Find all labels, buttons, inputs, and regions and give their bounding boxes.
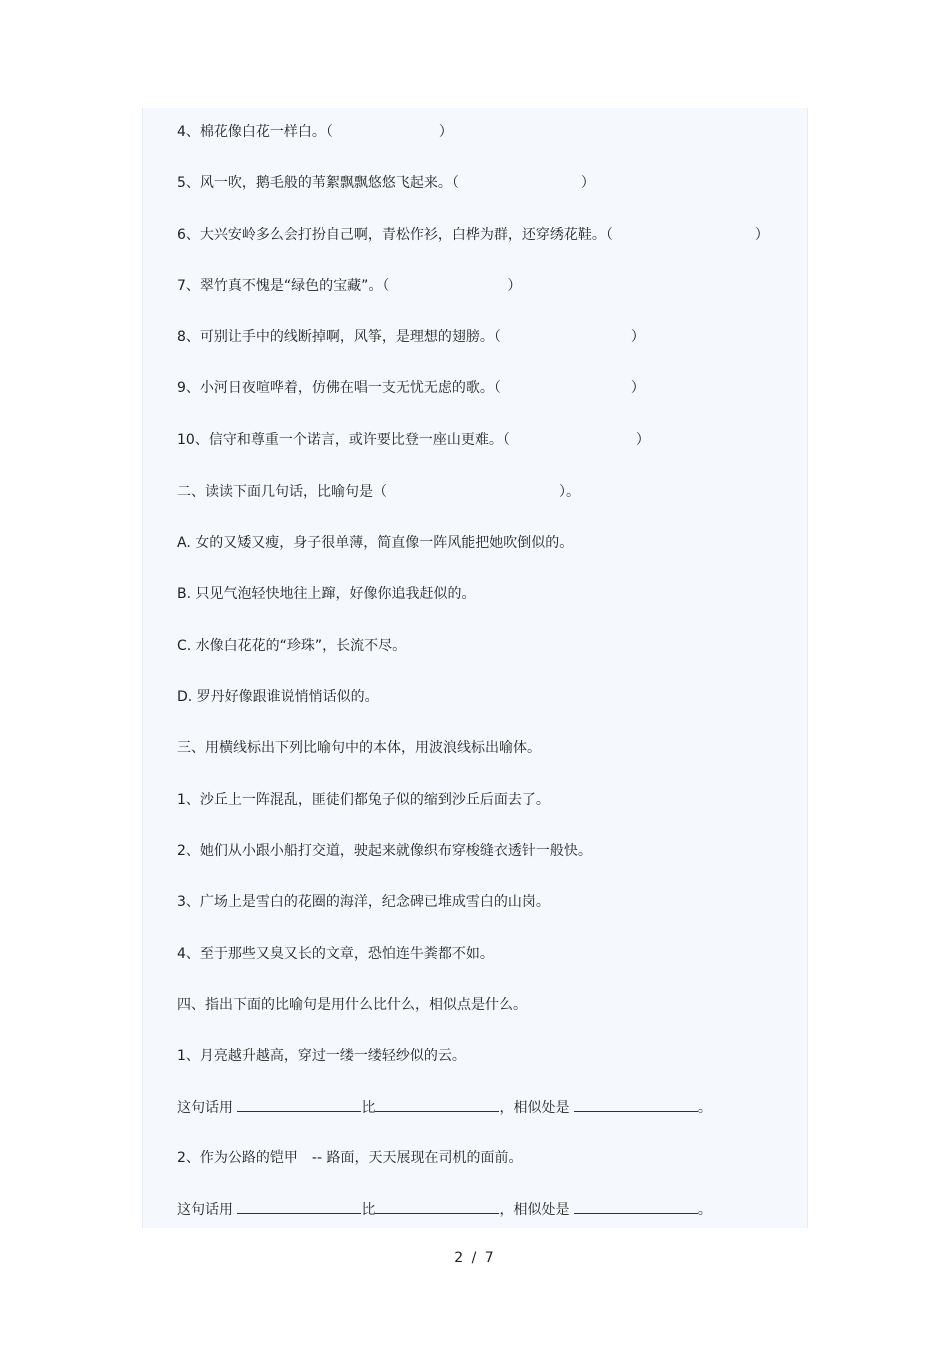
answer-prefix: 这句话用 bbox=[177, 1202, 233, 1218]
answer-end: 。 bbox=[697, 1202, 712, 1218]
q2-option-a: A. 女的又矮又瘦，身子很单薄，简直像一阵风能把她吹倒似的。 bbox=[177, 535, 574, 551]
q2-option-d: D. 罗丹好像跟谁说悄悄话似的。 bbox=[177, 689, 379, 705]
q1-item-4 bbox=[177, 122, 453, 142]
answer-similar: ，相似处是 bbox=[499, 1100, 570, 1116]
q4-answer-line-2 bbox=[177, 1199, 712, 1220]
q1-item-10 bbox=[177, 430, 650, 450]
q1-item-9 bbox=[177, 378, 645, 398]
q4-sentence-1: 1、月亮越升越高，穿过一缕一缕轻纱似的云。 bbox=[177, 1048, 466, 1064]
q1-item-close: ） bbox=[438, 124, 453, 140]
q2-option-b: B. 只见气泡轻快地往上蹿，好像你追我赶似的。 bbox=[177, 586, 476, 602]
q4-answer-line-1 bbox=[177, 1097, 712, 1118]
q1-item-6 bbox=[177, 225, 769, 245]
q1-item-8 bbox=[177, 327, 645, 347]
answer-blank-similarity[interactable] bbox=[574, 1199, 698, 1214]
q3-item-1: 1、沙丘上一阵混乱，匪徒们都兔子似的缩到沙丘后面去了。 bbox=[177, 792, 550, 808]
q1-item-close: ） bbox=[507, 278, 522, 294]
q1-item-5 bbox=[177, 173, 595, 193]
q3-item-3: 3、广场上是雪白的花圈的海洋，纪念碑已堆成雪白的山岗。 bbox=[177, 894, 550, 910]
answer-blank-similarity[interactable] bbox=[574, 1097, 698, 1112]
answer-blank-vehicle[interactable] bbox=[375, 1199, 499, 1214]
answer-mid: 比 bbox=[361, 1100, 376, 1116]
q2-heading-close: ）。 bbox=[559, 484, 580, 500]
answer-mid: 比 bbox=[361, 1202, 376, 1218]
q3-item-2: 2、她们从小跟小船打交道，驶起来就像织布穿梭缝衣透针一般快。 bbox=[177, 843, 592, 859]
q4-heading: 四、指出下面的比喻句是用什么比什么，相似点是什么。 bbox=[177, 997, 527, 1013]
page-number: 2 / 7 bbox=[454, 1250, 496, 1266]
q4-sentence-2: 2、作为公路的铠甲 -- 路面，天天展现在司机的面前。 bbox=[177, 1150, 523, 1166]
q1-item-text: 8、可别让手中的线断掉啊，风筝，是理想的翅膀。（ bbox=[177, 329, 501, 345]
q1-item-close: ） bbox=[754, 227, 769, 243]
q1-item-text: 6、大兴安岭多么会打扮自己啊，青松作衫，白桦为群，还穿绣花鞋。（ bbox=[177, 227, 613, 243]
q1-item-close: ） bbox=[630, 380, 645, 396]
q1-item-text: 10、信守和尊重一个诺言，或许要比登一座山更难。（ bbox=[177, 432, 510, 448]
answer-blank-vehicle[interactable] bbox=[375, 1097, 499, 1112]
q3-item-4: 4、至于那些又臭又长的文章，恐怕连牛粪都不如。 bbox=[177, 946, 494, 962]
answer-similar: ，相似处是 bbox=[499, 1202, 570, 1218]
q1-item-text: 4、棉花像白花一样白。（ bbox=[177, 124, 333, 140]
q1-item-7 bbox=[177, 276, 521, 296]
q2-heading-text: 二、读读下面几句话，比喻句是（ bbox=[177, 484, 387, 500]
q2-heading bbox=[177, 482, 580, 502]
answer-prefix: 这句话用 bbox=[177, 1100, 233, 1116]
q3-heading: 三、用横线标出下列比喻句中的本体，用波浪线标出喻体。 bbox=[177, 740, 541, 756]
answer-blank-tenor[interactable] bbox=[237, 1199, 361, 1214]
answer-end: 。 bbox=[697, 1100, 712, 1116]
answer-blank-tenor[interactable] bbox=[237, 1097, 361, 1112]
q1-item-text: 5、风一吹，鹅毛般的苇絮飘飘悠悠飞起来。（ bbox=[177, 175, 459, 191]
q1-item-close: ） bbox=[630, 329, 645, 345]
q2-option-c: C. 水像白花花的“珍珠”，长流不尽。 bbox=[177, 638, 407, 654]
q1-item-text: 7、翠竹真不愧是“绿色的宝藏”。（ bbox=[177, 278, 390, 294]
q1-item-close: ） bbox=[635, 432, 650, 448]
q1-item-text: 9、小河日夜喧哗着，仿佛在唱一支无忧无虑的歌。（ bbox=[177, 380, 501, 396]
q1-item-close: ） bbox=[580, 175, 595, 191]
